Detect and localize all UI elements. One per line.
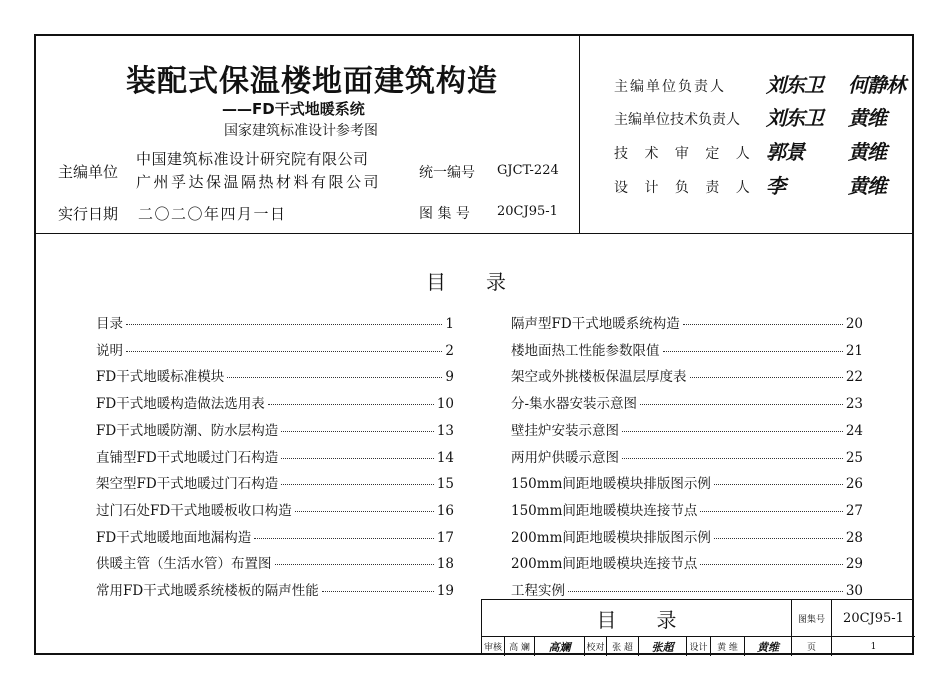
toc-leader-dots: [663, 351, 843, 352]
responsible-label-1: 主编单位负责人: [614, 79, 726, 95]
toc-entry-label: 工程实例: [511, 583, 565, 599]
signature-3b: 黄维: [848, 140, 886, 164]
toc-entry: [511, 312, 863, 332]
toc-leader-dots: [683, 324, 843, 325]
toc-entry-page: 2: [445, 342, 454, 359]
toc-entry-page: 14: [436, 449, 454, 466]
page-number: 1: [831, 636, 915, 656]
toc-entry-page: 27: [845, 502, 863, 519]
page-subtitle: ——FD干式地暖系统: [222, 100, 365, 118]
toc-entry: [511, 499, 863, 519]
design-label: 设计: [686, 636, 710, 656]
toc-leader-dots: [275, 564, 434, 565]
toc-entry-page: 30: [845, 583, 863, 599]
toc-entry: [511, 446, 863, 466]
toc-entry: [96, 365, 454, 385]
toc-leader-dots: [640, 404, 843, 405]
toc-entry-page: 29: [845, 556, 863, 573]
responsible-label-3: 技 术 审 定 人: [614, 146, 756, 162]
toc-entry-label: 两用炉供暖示意图: [511, 449, 619, 466]
toc-entry-page: 17: [436, 529, 454, 546]
design-signature: 黄维: [744, 636, 791, 656]
toc-leader-dots: [568, 591, 843, 592]
toc-entry-label: 分-集水器安装示意图: [511, 396, 638, 413]
toc-leader-dots: [690, 377, 843, 378]
atlas-label: 图 集 号: [419, 206, 470, 222]
signature-2b: 黄维: [848, 106, 886, 130]
toc-entry-label: 200mm间距地暖模块排版图示例: [511, 529, 711, 546]
toc-entry-page: 22: [845, 369, 863, 386]
header-divider: [36, 233, 912, 234]
toc-entry: [511, 419, 863, 439]
toc-leader-dots: [714, 484, 843, 485]
title-block-atlas-value: 20CJ95-1: [831, 600, 915, 636]
toc-entry: [96, 446, 454, 466]
signature-1a: 刘东卫: [766, 73, 823, 97]
toc-entry-page: 25: [845, 449, 863, 466]
toc-leader-dots: [622, 458, 843, 459]
serial-label: 统一编号: [419, 165, 475, 181]
toc-entry-label: FD干式地暖标准模块: [96, 369, 225, 386]
toc-entry-label: 150mm间距地暖模块连接节点: [511, 502, 698, 519]
toc-entry: [96, 312, 454, 332]
toc-leader-dots: [126, 324, 442, 325]
toc-leader-dots: [268, 404, 434, 405]
serial-value: GJCT-224: [497, 163, 559, 178]
toc-entry-page: 1: [445, 316, 454, 332]
page-label: 页: [791, 636, 831, 656]
signature-4a: 李: [766, 174, 785, 198]
toc-entry-label: 目录: [96, 316, 123, 332]
title-block-name: 目 录: [596, 607, 677, 632]
review-name: 高 斓: [504, 636, 534, 656]
toc-entry: [511, 579, 863, 599]
design-name: 黄 维: [710, 636, 744, 656]
signature-3a: 郭景: [766, 140, 804, 164]
toc-entry-label: FD干式地暖地面地漏构造: [96, 529, 252, 546]
toc-entry-page: 10: [436, 396, 454, 413]
signature-4b: 黄维: [848, 174, 886, 198]
page-title: 装配式保温楼地面建筑构造: [126, 64, 498, 99]
toc-leader-dots: [700, 511, 842, 512]
toc-entry: [96, 579, 454, 599]
toc-entry: [96, 526, 454, 546]
toc-entry-label: 架空或外挑楼板保温层厚度表: [511, 369, 687, 386]
toc-entry-label: FD干式地暖防潮、防水层构造: [96, 422, 279, 439]
toc-leader-dots: [227, 377, 442, 378]
toc-entry-label: 隔声型FD干式地暖系统构造: [511, 316, 680, 332]
toc-entry-page: 18: [436, 556, 454, 573]
toc-entry-label: 壁挂炉安装示意图: [511, 422, 619, 439]
title-block-atlas-label: 图集号: [791, 600, 831, 636]
toc-entry-label: 常用FD干式地暖系统楼板的隔声性能: [96, 583, 319, 599]
signature-2a: 刘东卫: [766, 106, 823, 130]
chief-unit-1: 中国建筑标准设计研究院有限公司: [136, 150, 369, 168]
toc-entry-page: 28: [845, 529, 863, 546]
toc-entry-label: FD干式地暖构造做法选用表: [96, 396, 265, 413]
toc-entry: [96, 499, 454, 519]
date-value: 二〇二〇年四月一日: [138, 205, 287, 223]
toc-entry-page: 24: [845, 422, 863, 439]
toc-entry-page: 9: [445, 369, 454, 386]
responsible-label-2: 主编单位技术负责人: [614, 112, 740, 128]
toc-heading: 目 录: [426, 270, 506, 294]
toc-entry: [96, 419, 454, 439]
toc-entry-label: 楼地面热工性能参数限值: [511, 342, 660, 359]
toc-entry-page: 26: [845, 476, 863, 493]
toc-entry-page: 23: [845, 396, 863, 413]
toc-entry: [511, 526, 863, 546]
toc-entry-label: 直铺型FD干式地暖过门石构造: [96, 449, 279, 466]
toc-entry-label: 过门石处FD干式地暖板收口构造: [96, 502, 292, 519]
signature-1b: 何静林: [848, 73, 905, 97]
toc-leader-dots: [714, 538, 843, 539]
header-vertical-divider: [579, 36, 580, 233]
toc-entry-page: 15: [436, 476, 454, 493]
toc-entry: [511, 552, 863, 572]
toc-entry: [96, 552, 454, 572]
check-signature: 张超: [638, 636, 686, 656]
toc-entry-page: 13: [436, 422, 454, 439]
review-label: 审核: [482, 636, 504, 656]
toc-entry-page: 20: [845, 316, 863, 332]
reference-type: 国家建筑标准设计参考图: [224, 123, 378, 139]
toc-entry: [96, 339, 454, 359]
toc-entry: [511, 339, 863, 359]
toc-entry-label: 说明: [96, 342, 123, 359]
toc-entry: [511, 392, 863, 412]
toc-leader-dots: [295, 511, 434, 512]
toc-leader-dots: [254, 538, 434, 539]
toc-entry-label: 架空型FD干式地暖过门石构造: [96, 476, 279, 493]
check-name: 张 超: [606, 636, 638, 656]
check-label: 校对: [584, 636, 606, 656]
toc-leader-dots: [281, 431, 434, 432]
toc-leader-dots: [126, 351, 442, 352]
toc-entry-page: 21: [845, 342, 863, 359]
toc-leader-dots: [281, 484, 434, 485]
toc-entry: [96, 392, 454, 412]
date-label: 实行日期: [58, 205, 119, 223]
toc-entry: [511, 365, 863, 385]
toc-entry: [96, 472, 454, 492]
toc-leader-dots: [281, 458, 434, 459]
review-signature: 高斓: [534, 636, 584, 656]
toc-entry-label: 供暖主管（生活水管）布置图: [96, 556, 272, 573]
toc-leader-dots: [700, 564, 842, 565]
toc-entry-label: 200mm间距地暖模块连接节点: [511, 556, 698, 573]
toc-leader-dots: [322, 591, 434, 592]
toc-entry-page: 19: [436, 583, 454, 599]
chief-unit-2: 广州孚达保温隔热材料有限公司: [136, 173, 382, 191]
atlas-value: 20CJ95-1: [497, 204, 558, 219]
chief-unit-label: 主编单位: [58, 163, 119, 181]
toc-leader-dots: [622, 431, 843, 432]
toc-entry-page: 16: [436, 502, 454, 519]
responsible-label-4: 设 计 负 责 人: [614, 180, 756, 196]
toc-entry: [511, 472, 863, 492]
title-block: [481, 599, 914, 655]
drawing-frame: [34, 34, 914, 655]
toc-entry-label: 150mm间距地暖模块排版图示例: [511, 476, 711, 493]
